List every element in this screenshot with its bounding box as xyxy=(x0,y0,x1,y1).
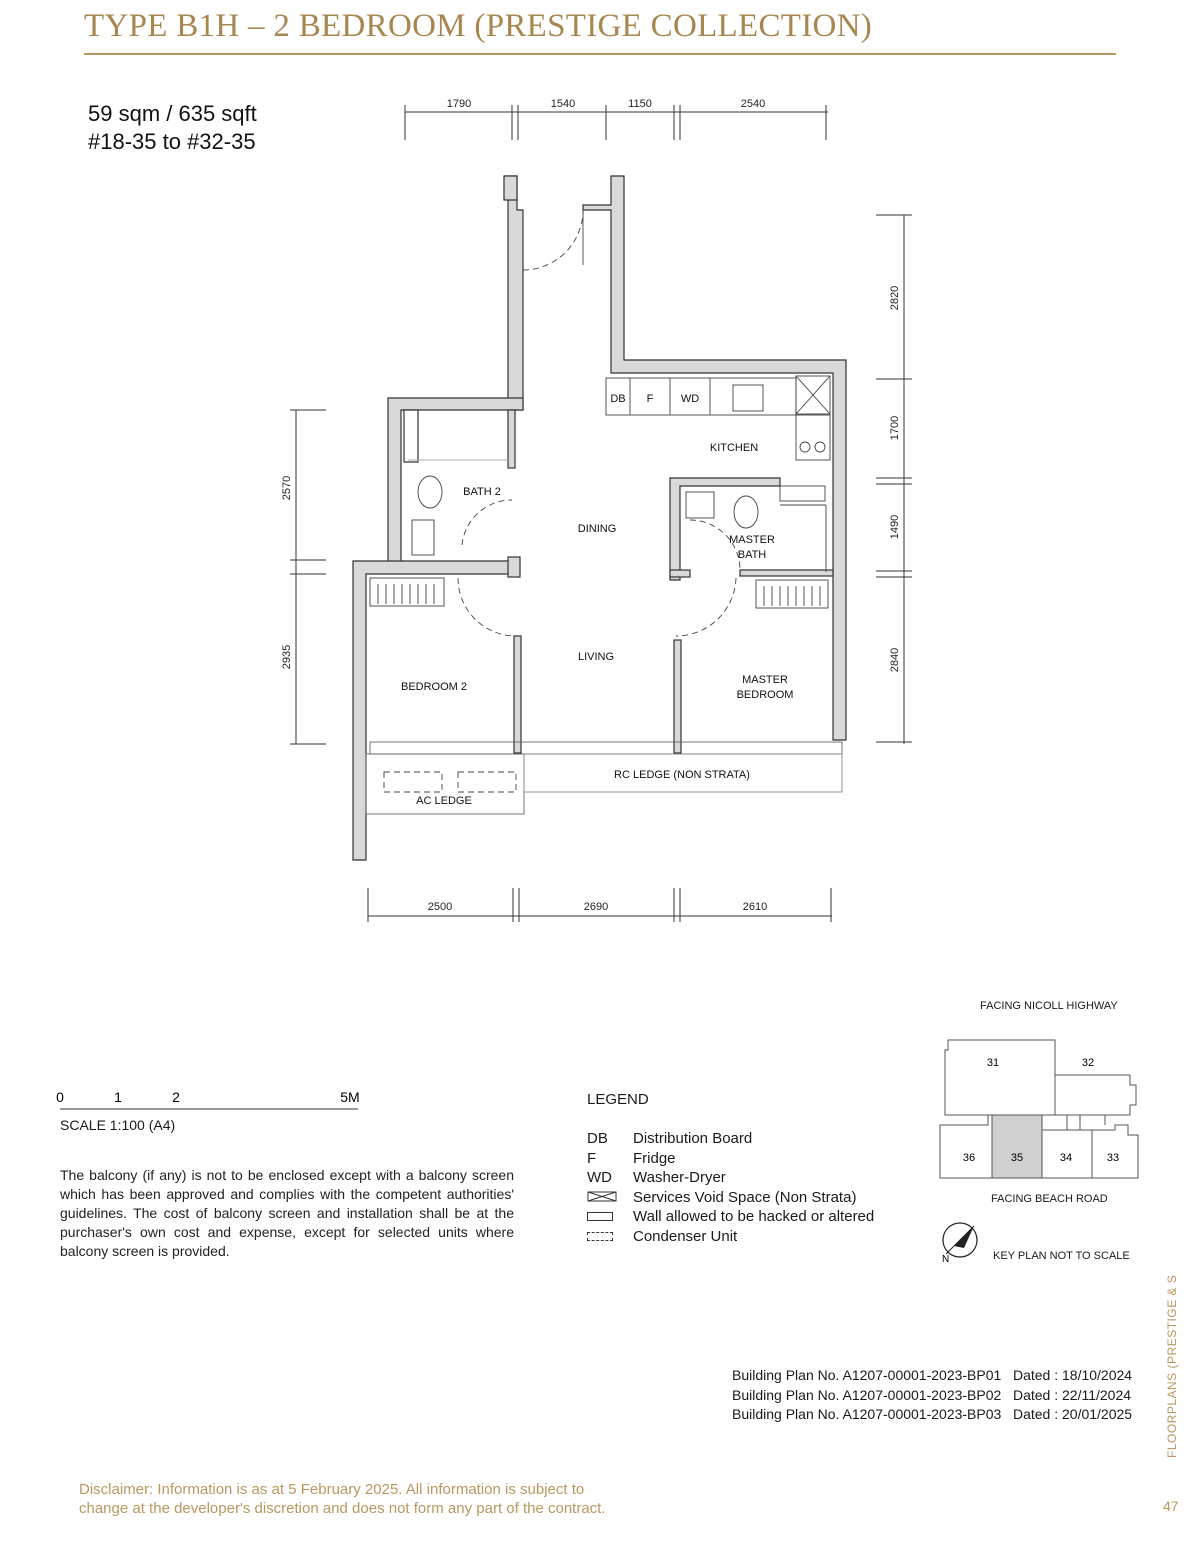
scale-tick-5m: 5M xyxy=(340,1089,360,1105)
legend-item xyxy=(587,1207,874,1227)
label-dining: DINING xyxy=(577,523,617,535)
keyplan-unit-34: 34 xyxy=(1059,1152,1073,1164)
building-plan-date: Dated : 18/10/2024 xyxy=(1012,1367,1133,1383)
building-plan-date: Dated : 20/01/2025 xyxy=(1012,1406,1133,1422)
building-plan-no: Building Plan No. A1207-00001-2023-BP02 xyxy=(732,1386,1002,1403)
keyplan-top-label: FACING NICOLL HIGHWAY xyxy=(980,1000,1118,1012)
label-bath2: BATH 2 xyxy=(463,486,501,498)
label-master-bath-line2: BATH xyxy=(737,549,767,561)
scale-tick-1: 1 xyxy=(114,1089,122,1105)
legend-desc: Wall allowed to be hacked or altered xyxy=(633,1208,875,1226)
legend-item xyxy=(587,1168,874,1188)
key-plan xyxy=(930,1030,1150,1190)
page-number: 47 xyxy=(1163,1498,1179,1514)
keyplan-unit-32: 32 xyxy=(1081,1057,1095,1069)
keyplan-unit-33: 33 xyxy=(1106,1152,1120,1164)
legend-item xyxy=(587,1129,874,1149)
building-plan-row xyxy=(732,1366,1132,1386)
label-bedroom2: BEDROOM 2 xyxy=(400,681,468,693)
building-plan-no: Building Plan No. A1207-00001-2023-BP01 xyxy=(732,1367,1002,1383)
legend-desc: Services Void Space (Non Strata) xyxy=(633,1188,857,1206)
keyplan-note: KEY PLAN NOT TO SCALE xyxy=(993,1250,1130,1262)
building-plan-date: Dated : 22/11/2024 xyxy=(1012,1386,1132,1403)
label-master-bedroom-line2: BEDROOM xyxy=(736,689,794,701)
keyplan-unit-36-shape xyxy=(940,1115,995,1178)
label-rc-ledge: RC LEDGE (NON STRATA) xyxy=(614,769,750,781)
north-arrow-icon xyxy=(938,1220,982,1264)
void-space-icon xyxy=(587,1191,617,1203)
building-plans xyxy=(732,1366,1132,1425)
condenser-unit-icon xyxy=(587,1232,613,1241)
legend-item xyxy=(587,1188,874,1208)
legend-desc: Fridge xyxy=(633,1149,676,1167)
scale-bar xyxy=(56,1088,366,1116)
label-master-bath-line1: MASTER xyxy=(729,534,775,546)
dim-top-2: 1540 xyxy=(550,98,576,110)
page-title: TYPE B1H – 2 BEDROOM (PRESTIGE COLLECTION) xyxy=(84,8,873,44)
keyplan-unit-31: 31 xyxy=(986,1057,1000,1069)
scale-tick-0: 0 xyxy=(56,1089,64,1105)
plan-walls xyxy=(353,176,846,860)
disclaimer-line-1: Disclaimer: Information is as at 5 February 2025. All information is subject to xyxy=(79,1481,585,1498)
building-plan-row xyxy=(732,1405,1132,1425)
unit-numbers: #18-35 to #32-35 xyxy=(88,129,256,154)
dim-right-3: 1490 xyxy=(889,514,901,540)
side-section-label: FLOORPLANS (PRESTIGE & S xyxy=(1165,1274,1179,1458)
legend-item xyxy=(587,1227,874,1247)
dim-right-1: 2820 xyxy=(889,285,901,311)
dim-left-1: 2570 xyxy=(281,475,293,501)
label-fridge: F xyxy=(646,393,654,405)
dim-right-2: 1700 xyxy=(889,415,901,441)
disclaimer-line-2: change at the developer's discretion and does not form any part of the contract. xyxy=(79,1500,606,1517)
legend xyxy=(587,1129,874,1246)
legend-code: WD xyxy=(587,1169,612,1187)
unit-area: 59 sqm / 635 sqft xyxy=(88,101,257,126)
plan-dimension-lines xyxy=(290,105,912,922)
legend-desc: Distribution Board xyxy=(633,1130,753,1148)
building-plan-row xyxy=(732,1386,1132,1406)
legend-code: F xyxy=(587,1149,597,1167)
dim-top-1: 1790 xyxy=(446,98,472,110)
legend-code: DB xyxy=(587,1130,608,1148)
scale-tick-2: 2 xyxy=(172,1089,180,1105)
dim-bottom-1: 2500 xyxy=(427,901,453,913)
label-living: LIVING xyxy=(577,651,615,663)
label-wd: WD xyxy=(680,393,700,405)
dim-left-2: 2935 xyxy=(281,644,293,670)
building-plan-no: Building Plan No. A1207-00001-2023-BP03 xyxy=(732,1406,1002,1422)
keyplan-block-31-32 xyxy=(945,1040,1136,1115)
plan-fixtures xyxy=(366,210,842,814)
hackable-wall-icon xyxy=(587,1212,613,1221)
keyplan-bottom-label: FACING BEACH ROAD xyxy=(991,1193,1108,1205)
legend-item xyxy=(587,1149,874,1169)
balcony-note: The balcony (if any) is not to be enclosed except with a balcony screen which has been approved and complies with the competent authorities' guidelines. The cost of balcony screen and installation shall be at the purchaser's own cost and expense, except for selected units where balcony screen is provided. xyxy=(60,1167,514,1259)
dim-top-3: 1150 xyxy=(628,98,652,110)
legend-desc: Washer-Dryer xyxy=(633,1169,726,1187)
scale-label: SCALE 1:100 (A4) xyxy=(60,1117,176,1133)
north-label: N xyxy=(942,1254,950,1264)
dim-top-4: 2540 xyxy=(740,98,766,110)
disclaimer xyxy=(79,1480,606,1518)
dim-bottom-2: 2690 xyxy=(583,901,609,913)
dim-bottom-3: 2610 xyxy=(742,901,768,913)
dim-right-4: 2840 xyxy=(889,647,901,673)
label-db: DB xyxy=(610,393,626,405)
legend-desc: Condenser Unit xyxy=(633,1227,738,1245)
label-kitchen: KITCHEN xyxy=(709,442,759,454)
label-ac-ledge: AC LEDGE xyxy=(416,795,472,807)
label-master-bedroom-line1: MASTER xyxy=(742,674,788,686)
keyplan-unit-35: 35 xyxy=(1010,1152,1024,1164)
keyplan-unit-36: 36 xyxy=(962,1152,976,1164)
legend-title: LEGEND xyxy=(587,1091,649,1108)
keyplan-unit-35-shape xyxy=(992,1115,1042,1178)
